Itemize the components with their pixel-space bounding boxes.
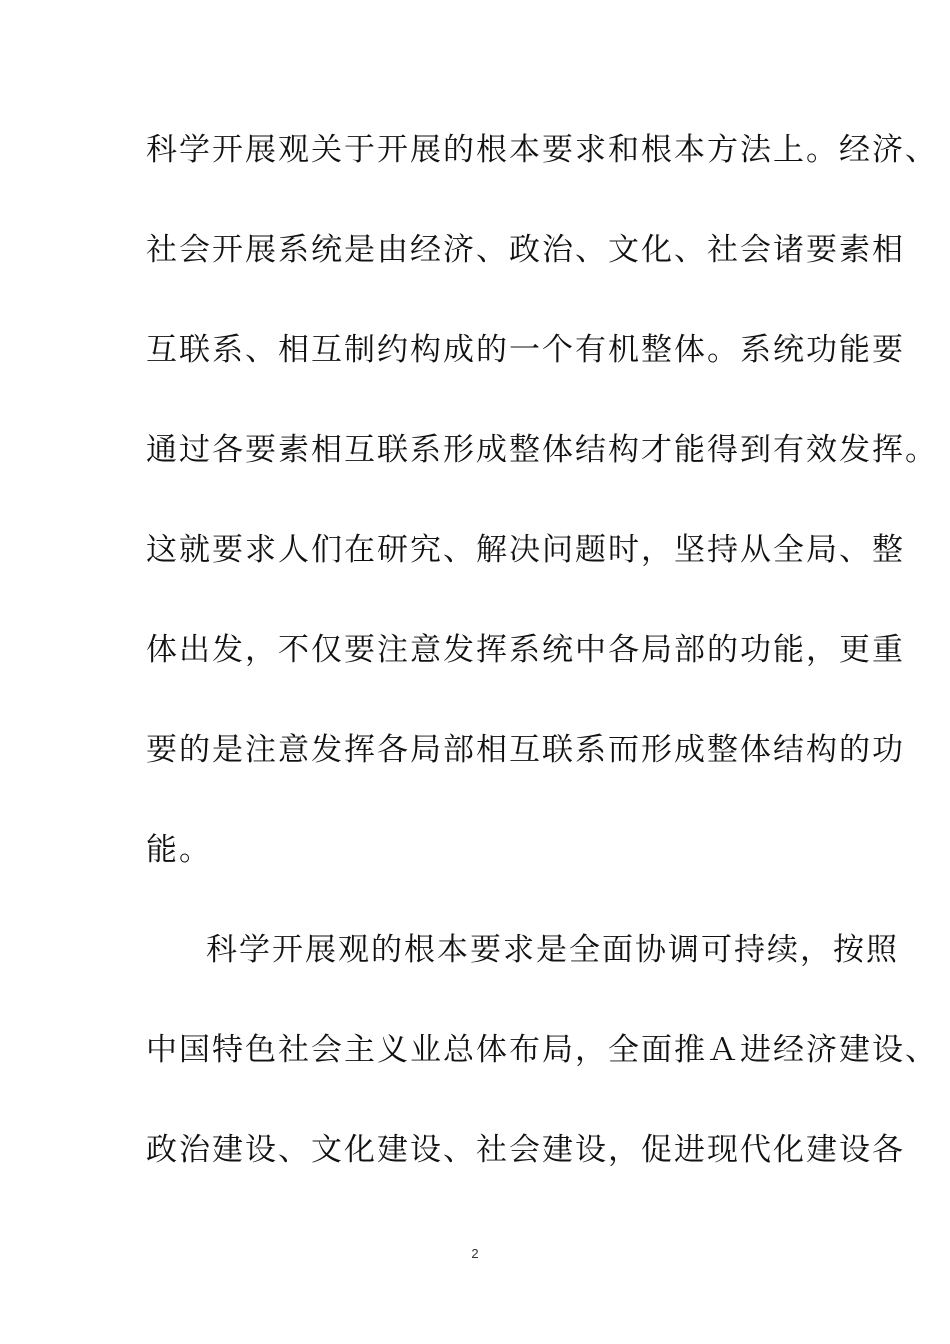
paragraph-2-line-1: 科学开展观的根本要求是全面协调可持续，按照 <box>206 932 899 968</box>
paragraph-1-line-4: 通过各要素相互联系形成整体结构才能得到有效发挥。 <box>146 432 938 468</box>
paragraph-1-line-7: 要的是注意发挥各局部相互联系而形成整体结构的功 <box>146 732 905 768</box>
paragraph-1-line-6: 体出发，不仅要注意发挥系统中各局部的功能，更重 <box>146 632 905 668</box>
page-number: 2 <box>471 1246 479 1261</box>
paragraph-1-line-2: 社会开展系统是由经济、政治、文化、社会诸要素相 <box>146 232 905 268</box>
paragraph-1-line-1: 科学开展观关于开展的根本要求和根本方法上。经济、 <box>146 132 938 168</box>
paragraph-1-line-8: 能。 <box>146 832 212 868</box>
paragraph-2-line-2: 中国特色社会主义业总体布局，全面推Ａ进经济建设、 <box>146 1032 938 1068</box>
paragraph-2-line-3: 政治建设、文化建设、社会建设，促进现代化建设各 <box>146 1132 905 1168</box>
paragraph-1-line-3: 互联系、相互制约构成的一个有机整体。系统功能要 <box>146 332 905 368</box>
paragraph-1-line-5: 这就要求人们在研究、解决问题时，坚持从全局、整 <box>146 532 905 568</box>
